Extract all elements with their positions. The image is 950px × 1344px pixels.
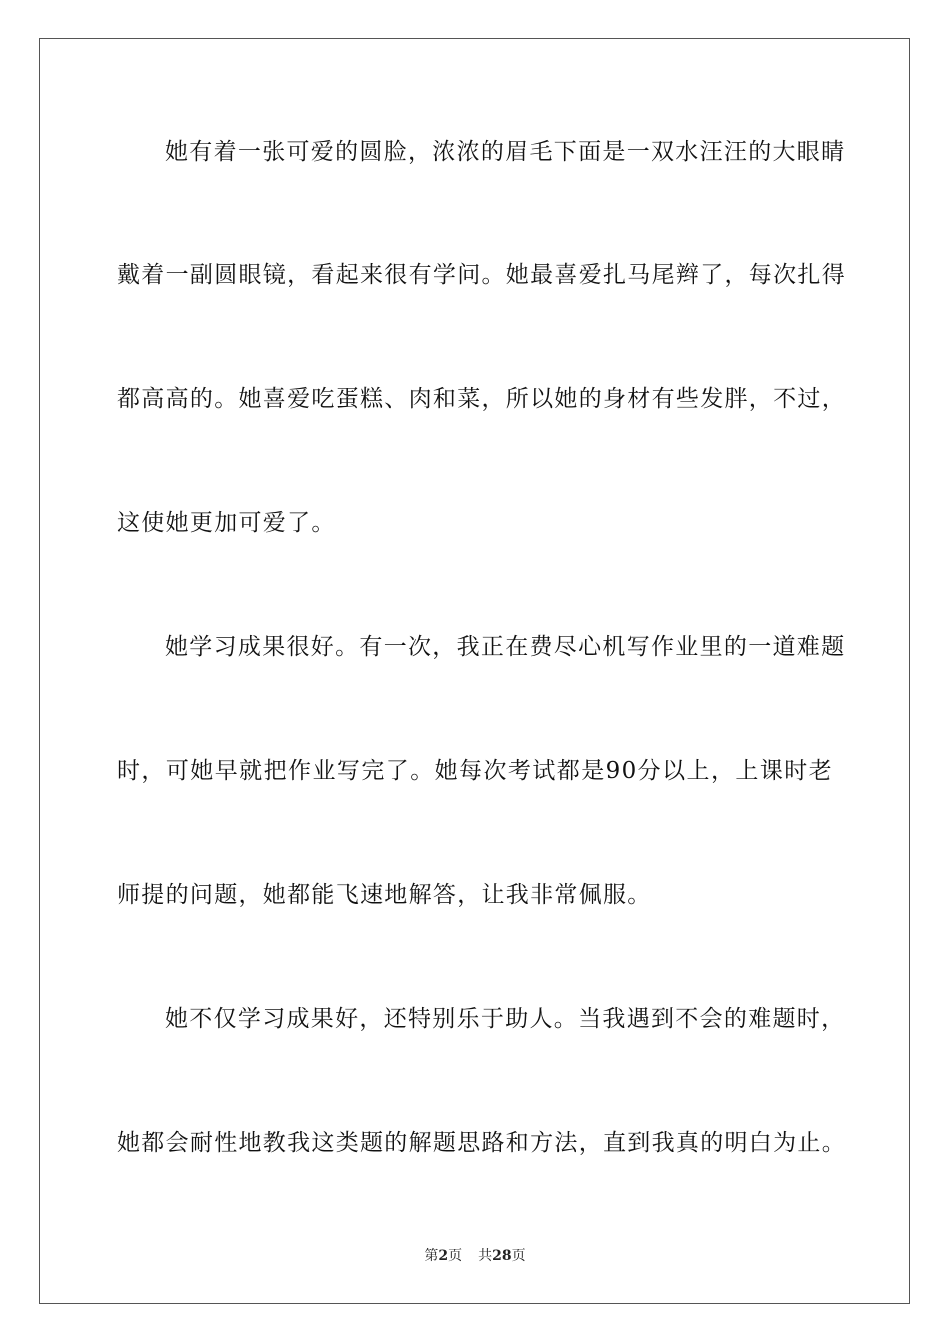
paragraph-2-line-1: 她学习成果很好。有一次，我正在费尽心机写作业里的一道难题 [165, 634, 846, 660]
paragraph-2-line-2: 时，可她早就把作业写完了。她每次考试都是90分以上，上课时老 [117, 758, 833, 784]
paragraph-1-line-1: 她有着一张可爱的圆脸，浓浓的眉毛下面是一双水汪汪的大眼睛 [165, 139, 846, 165]
footer-page-prefix: 第 [424, 1248, 439, 1264]
paragraph-1-line-4: 这使她更加可爱了。 [117, 510, 336, 536]
paragraph-3-line-2: 她都会耐性地教我这类题的解题思路和方法，直到我真的明白为止。 [117, 1130, 846, 1156]
footer-total-prefix: 共 [478, 1248, 493, 1264]
paragraph-1-line-2: 戴着一副圆眼镜，看起来很有学问。她最喜爱扎马尾辫了，每次扎得 [117, 262, 846, 288]
paragraph-2-line-3: 师提的问题，她都能飞速地解答，让我非常佩服。 [117, 882, 652, 908]
page-border [39, 38, 910, 1304]
footer-total-pages: 28 [492, 1248, 512, 1264]
paragraph-1-line-3: 都高高的。她喜爱吃蛋糕、肉和菜，所以她的身材有些发胖，不过， [117, 386, 846, 412]
footer-page-number: 2 [438, 1248, 449, 1264]
footer-total-suffix: 页 [511, 1248, 526, 1264]
footer-page-suffix: 页 [448, 1248, 463, 1264]
page-footer [0, 1247, 950, 1265]
paragraph-3-line-1: 她不仅学习成果好，还特别乐于助人。当我遇到不会的难题时， [165, 1006, 846, 1032]
